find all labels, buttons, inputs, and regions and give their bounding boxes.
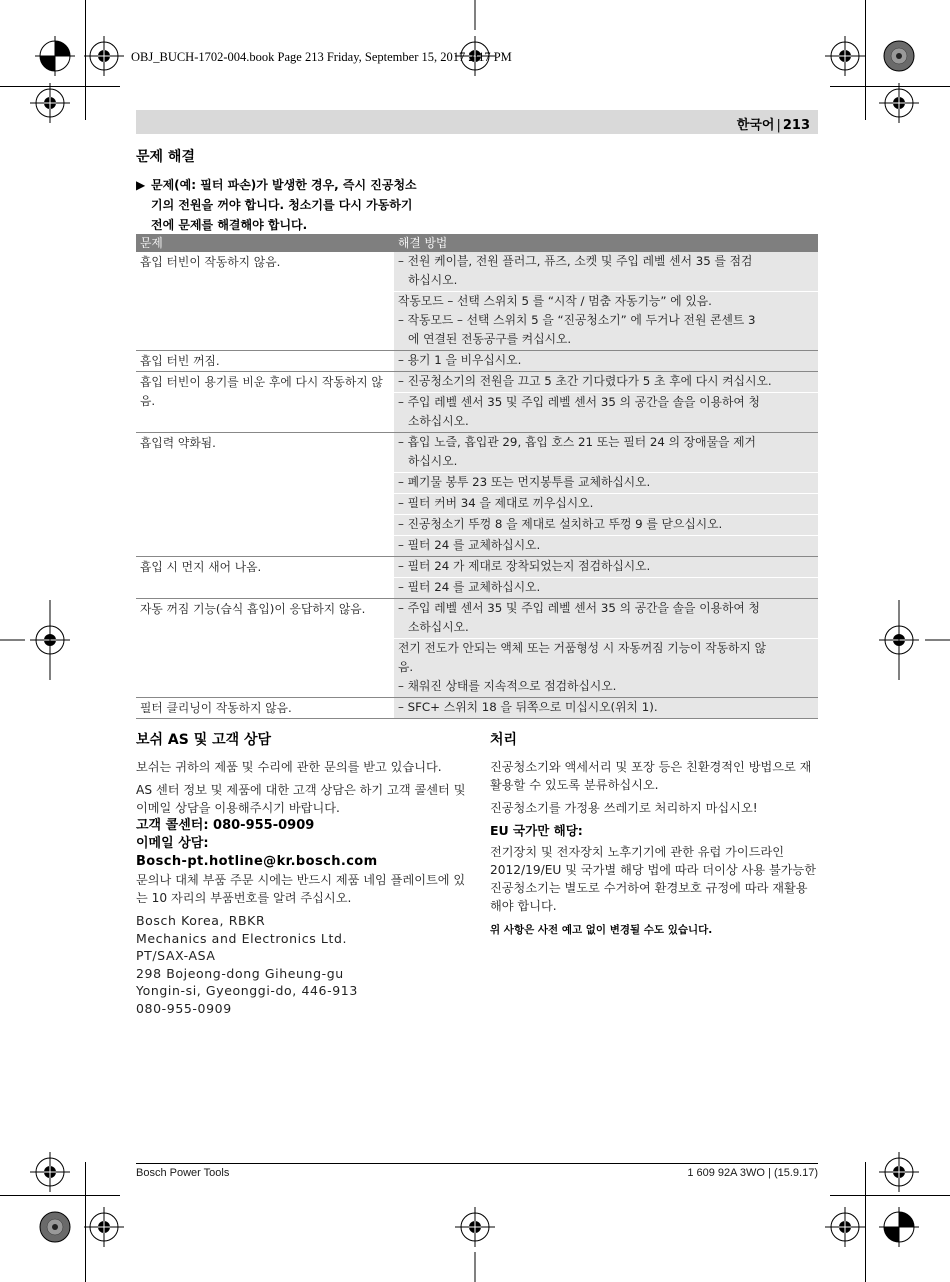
solution-line: – 작동모드 – 선택 스위치 5 을 “진공청소기” 에 두거나 전원 콘센트 3 xyxy=(398,311,814,330)
address-block xyxy=(136,912,468,1017)
problem-cell: 흡입력 약화됨. xyxy=(140,436,216,450)
warning-arrow-icon: ▶ xyxy=(136,178,146,192)
warning-line-3: 전에 문제를 해결해야 합니다. xyxy=(151,218,308,232)
address-line: Bosch Korea, RBKR xyxy=(136,913,266,928)
eu-title: EU 국가만 해당: xyxy=(490,823,583,838)
solution-line: 소하십시오. xyxy=(408,620,469,634)
table-row xyxy=(136,433,818,557)
table-row xyxy=(136,557,818,599)
disposal-title: 처리 xyxy=(490,732,518,748)
solution-block xyxy=(394,351,818,371)
solution-block xyxy=(394,393,818,432)
file-info-line: OBJ_BUCH-1702-004.book Page 213 Friday, September 15, 2017 2:17 PM xyxy=(131,50,512,64)
service-title: 보쉬 AS 및 고객 상담 xyxy=(136,732,272,748)
solution-cell xyxy=(394,599,818,697)
solution-line: 전기 전도가 안되는 액체 또는 거품형성 시 자동꺼짐 기능이 작동하지 않 xyxy=(398,641,766,655)
problem-cell: 흡입 터빈이 작동하지 않음. xyxy=(140,255,281,269)
solution-block xyxy=(394,698,818,718)
table-body xyxy=(136,252,818,719)
warning-line-1: 문제(예: 필터 파손)가 발생한 경우, 즉시 진공청소 xyxy=(151,178,417,192)
service-section xyxy=(136,731,468,1017)
solution-line: – 주입 레벨 센서 35 및 주입 레벨 센서 35 의 공간을 솔을 이용하여 청 xyxy=(398,393,814,412)
solution-block xyxy=(394,252,818,292)
solution-block xyxy=(394,639,818,697)
service-paragraph-2: AS 센터 정보 및 제품에 대한 고객 상담은 하기 고객 콜센터 및 이메일 상담을 이용해주시기 바랍니다. xyxy=(136,783,466,815)
table-row xyxy=(136,252,818,351)
page-number: 213 xyxy=(782,118,810,133)
page-header xyxy=(136,110,818,134)
warning-note xyxy=(136,175,486,235)
troubleshooting-table xyxy=(136,234,818,719)
solution-line: – 필터 24 를 교체하십시오. xyxy=(398,536,814,555)
footer-doc-id: 1 609 92A 3WO | (15.9.17) xyxy=(687,1167,818,1179)
solution-line: – SFC+ 스위치 18 을 뒤쪽으로 미십시오(위치 1). xyxy=(398,698,814,717)
solution-line: – 용기 1 을 비우십시오. xyxy=(398,351,814,370)
email-label: 이메일 상담: xyxy=(136,836,209,851)
table-row xyxy=(136,351,818,372)
solution-block xyxy=(394,536,818,556)
solution-line: 하십시오. xyxy=(408,454,458,468)
solution-cell xyxy=(394,557,818,598)
address-line: 080-955-0909 xyxy=(136,1000,232,1016)
solution-block xyxy=(394,372,818,393)
solution-line: 작동모드 – 선택 스위치 5 를 “시작 / 멈춤 자동기능” 에 있음. xyxy=(398,294,712,308)
table-row xyxy=(136,698,818,719)
solution-line: – 흡입 노즐, 흡입관 29, 흡입 호스 21 또는 필터 24 의 장애물을 제거 xyxy=(398,433,814,452)
table-row xyxy=(136,372,818,433)
call-center: 고객 콜센터: 080-955-0909 xyxy=(136,818,315,833)
column-header-problem: 문제 xyxy=(140,236,163,250)
solution-line: – 필터 24 를 교체하십시오. xyxy=(398,578,814,597)
header-language: 한국어 xyxy=(736,118,775,133)
solution-line: – 주입 레벨 센서 35 및 주입 레벨 센서 35 의 공간을 솔을 이용하여 청 xyxy=(398,599,814,618)
footer-rule xyxy=(136,1163,818,1164)
disposal-section xyxy=(490,731,818,939)
address-line: Mechanics and Electronics Ltd. xyxy=(136,930,348,946)
table-header xyxy=(136,234,818,252)
troubleshooting-title: 문제 해결 xyxy=(136,149,195,165)
problem-cell: 흡입 터빈 꺼짐. xyxy=(140,354,220,368)
change-notice: 위 사항은 사전 예고 없이 변경될 수도 있습니다. xyxy=(490,924,713,936)
solution-line: – 채워진 상태를 지속적으로 점검하십시오. xyxy=(398,677,814,696)
header-separator: | xyxy=(776,118,781,133)
email-address[interactable]: Bosch-pt.hotline@kr.bosch.com xyxy=(136,854,378,869)
solution-cell xyxy=(394,351,818,371)
solution-line: – 전원 케이블, 전원 플러그, 퓨즈, 소켓 및 주입 레벨 센서 35 를 점검 xyxy=(398,252,814,271)
solution-block xyxy=(394,292,818,350)
solution-cell xyxy=(394,433,818,556)
solution-block xyxy=(394,599,818,639)
page-header-text xyxy=(737,114,810,133)
problem-cell: 자동 꺼짐 기능(습식 흡입)이 응답하지 않음. xyxy=(140,602,366,616)
address-line: Yongin-si, Gyeonggi-do, 446-913 xyxy=(136,983,358,998)
table-row xyxy=(136,599,818,698)
disposal-paragraph-3: 전기장치 및 전자장치 노후기기에 관한 유럽 가이드라인 2012/19/EU 및 국가별 해당 법에 따라 더이상 사용 불가능한 진공청소기는 별도로 수거하여 환경보호 규정에 따라 재활용해야 합니다. xyxy=(490,845,817,913)
solution-block xyxy=(394,473,818,494)
problem-cell: 필터 클리닝이 작동하지 않음. xyxy=(140,701,292,715)
footer-brand: Bosch Power Tools xyxy=(136,1167,230,1179)
solution-block xyxy=(394,494,818,515)
solution-cell xyxy=(394,252,818,350)
solution-block xyxy=(394,515,818,536)
solution-line: – 진공청소기 뚜껑 8 을 제대로 설치하고 뚜껑 9 를 닫으십시오. xyxy=(398,515,814,534)
solution-line: 음. xyxy=(398,660,414,674)
solution-line: 하십시오. xyxy=(408,273,458,287)
problem-cell: 흡입 시 먼지 새어 나옴. xyxy=(140,560,262,574)
problem-cell: 흡입 터빈이 용기를 비운 후에 다시 작동하지 않음. xyxy=(140,375,383,408)
solution-line: – 폐기물 봉투 23 또는 먼지봉투를 교체하십시오. xyxy=(398,473,814,492)
address-line: PT/SAX-ASA xyxy=(136,948,216,963)
solution-line: 에 연결된 전동공구를 켜십시오. xyxy=(408,332,572,346)
solution-line: 소하십시오. xyxy=(408,414,469,428)
disposal-paragraph-2: 진공청소기를 가정용 쓰레기로 처리하지 마십시오! xyxy=(490,801,758,815)
solution-cell xyxy=(394,372,818,432)
warning-line-2: 기의 전원을 꺼야 합니다. 청소기를 다시 가동하기 xyxy=(151,198,413,212)
service-paragraph-1: 보쉬는 귀하의 제품 및 수리에 관한 문의를 받고 있습니다. xyxy=(136,760,442,774)
solution-block xyxy=(394,433,818,473)
service-paragraph-3: 문의나 대체 부품 주문 시에는 반드시 제품 네임 플레이트에 있는 10 자리의 부품번호를 알려 주십시오. xyxy=(136,873,466,905)
disposal-paragraph-1: 진공청소기와 액세서리 및 포장 등은 친환경적인 방법으로 재활용할 수 있도록 분류하십시오. xyxy=(490,760,812,792)
solution-line: – 필터 24 가 제대로 장착되었는지 점검하십시오. xyxy=(398,557,814,576)
address-line: 298 Bojeong-dong Giheung-gu xyxy=(136,965,344,981)
solution-cell xyxy=(394,698,818,718)
solution-block xyxy=(394,578,818,598)
column-header-solution: 해결 방법 xyxy=(398,236,448,250)
solution-line: – 진공청소기의 전원을 끄고 5 초간 기다렸다가 5 초 후에 다시 켜십시오. xyxy=(398,372,814,391)
solution-line: – 필터 커버 34 을 제대로 끼우십시오. xyxy=(398,494,814,513)
solution-block xyxy=(394,557,818,578)
